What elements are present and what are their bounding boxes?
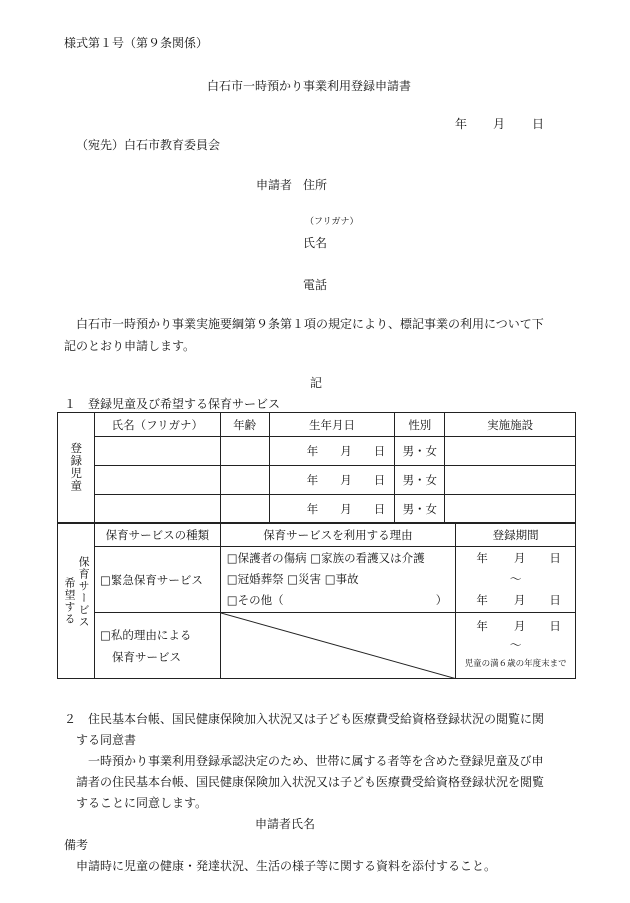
intro-line-1: 白石市一時預かり事業実施要綱第９条第１項の規定により、標記事業の利用について下 [76, 317, 544, 331]
reason-line-2[interactable]: □冠婚葬祭 □災害 □事故 [226, 572, 359, 586]
emergency-service-checkbox[interactable]: □緊急保育サービス [94, 547, 220, 613]
date-month-label: 月 [493, 117, 506, 131]
private-period-note: 児童の満６歳の年度末まで [464, 659, 567, 669]
child-side-label: 登録児童 [58, 413, 95, 524]
intro-line-2: 記のとおり申請します。 [64, 339, 196, 353]
page-title: 白石市一時預かり事業利用登録申請書 [207, 79, 412, 93]
table-row [58, 466, 576, 495]
child-facility-cell[interactable] [445, 466, 576, 495]
name-label: 氏名 [303, 236, 328, 250]
child-birthdate-cell[interactable]: 年 月 日 [269, 466, 395, 495]
header-name: 氏名（フリガナ） [94, 413, 220, 437]
addressee: （宛先）白石市教育委員会 [76, 138, 221, 152]
table-row [58, 437, 576, 466]
child-gender-cell[interactable]: 男・女 [395, 495, 445, 524]
section2-title-line-2: する同意書 [76, 733, 137, 747]
header-facility: 実施施設 [445, 413, 576, 437]
table-row [58, 495, 576, 524]
reason-line-3[interactable]: □その他（ ） [226, 593, 448, 607]
date-day-label: 日 [532, 117, 545, 131]
child-name-cell[interactable] [94, 495, 220, 524]
header-reason: 保育サービスを利用する理由 [220, 523, 455, 547]
section2-body-line-3: することに同意します。 [76, 796, 208, 810]
child-facility-cell[interactable] [445, 495, 576, 524]
emergency-period-cell[interactable]: 年 月 日 ～ 年 月 日 [456, 547, 576, 613]
child-age-cell[interactable] [220, 495, 269, 524]
child-name-cell[interactable] [94, 466, 220, 495]
applicant-label: 申請者 [256, 178, 293, 192]
furigana-label: （フリガナ） [305, 217, 359, 227]
section2-title-line-1: ２ 住民基本台帳、国民健康保険加入状況又は子ども医療費受給資格登録状況の閲覧に関 [64, 712, 545, 726]
form-number: 様式第１号（第９条関係） [64, 36, 209, 50]
remarks-text: 申請時に児童の健康・発達状況、生活の様子等に関する資料を添付すること。 [76, 859, 497, 873]
header-age: 年齢 [220, 413, 269, 437]
remarks-label: 備考 [64, 838, 89, 852]
applicant-signature-label: 申請者氏名 [255, 817, 316, 831]
reason-line-1[interactable]: □保護者の傷病 □家族の看護又は介護 [226, 551, 425, 565]
service-side-label: 希望する 保育サービス [58, 523, 95, 679]
phone-label: 電話 [303, 278, 328, 292]
reason-cell [220, 547, 455, 613]
child-gender-cell[interactable]: 男・女 [395, 466, 445, 495]
header-gender: 性別 [395, 413, 445, 437]
section2-body-line-1: 一時預かり事業利用登録承認決定のため、世帯に属する者等を含めた登録児童及び申 [88, 754, 544, 768]
ki-label: 記 [310, 376, 323, 390]
address-label: 住所 [303, 178, 328, 192]
child-facility-cell[interactable] [445, 437, 576, 466]
service-table [57, 522, 576, 679]
section1-title: １ 登録児童及び希望する保育サービス [64, 397, 281, 411]
private-reason-cell-crossed [220, 613, 455, 679]
header-birthdate: 生年月日 [269, 413, 395, 437]
child-gender-cell[interactable]: 男・女 [395, 437, 445, 466]
section2-body-line-2: 請者の住民基本台帳、国民健康保険加入状況又は子ども医療費受給資格登録状況を閲覧 [76, 775, 545, 789]
child-name-cell[interactable] [94, 437, 220, 466]
header-service-type: 保育サービスの種類 [94, 523, 220, 547]
private-period-cell[interactable]: 年 月 日 ～ 児童の満６歳の年度末まで [456, 613, 576, 679]
date-year-label: 年 [455, 117, 468, 131]
child-age-cell[interactable] [220, 437, 269, 466]
child-table [57, 412, 576, 524]
child-birthdate-cell[interactable]: 年 月 日 [269, 495, 395, 524]
child-birthdate-cell[interactable]: 年 月 日 [269, 437, 395, 466]
diagonal-line [221, 613, 457, 679]
header-period: 登録期間 [456, 523, 576, 547]
private-service-checkbox[interactable]: □私的理由による 保育サービス [94, 613, 220, 679]
child-age-cell[interactable] [220, 466, 269, 495]
